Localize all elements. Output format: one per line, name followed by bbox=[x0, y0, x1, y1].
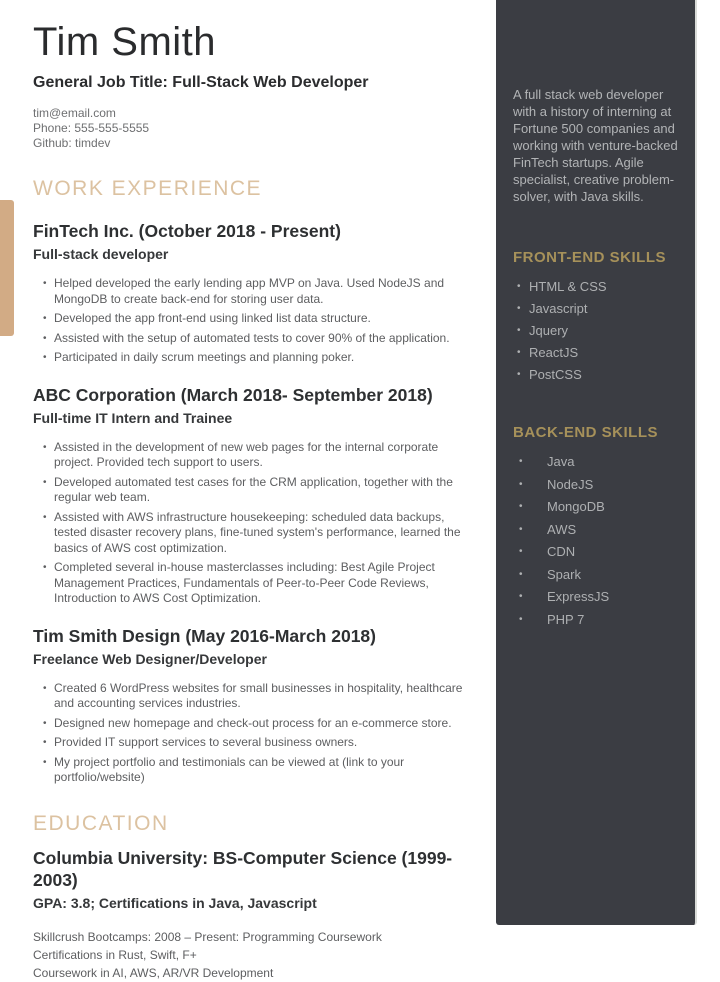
education-extra-line: Skillcrush Bootcamps: 2008 – Present: Programming Coursework bbox=[33, 929, 382, 944]
job-role: Full-time IT Intern and Trainee bbox=[33, 409, 233, 426]
education-extra-line: Coursework in AI, AWS, AR/VR Development bbox=[33, 965, 274, 980]
job-role: Freelance Web Designer/Developer bbox=[33, 650, 267, 667]
skill-item: • HTML & CSS bbox=[517, 280, 678, 293]
job-title: ABC Corporation (March 2018- September 2018) bbox=[33, 384, 433, 405]
bullet-item: • Helped developed the early lending app MVP on Java. Used NodeJS and MongoDB to create back-end for storing user data. bbox=[43, 276, 473, 307]
education-detail: GPA: 3.8; Certifications in Java, Javascript bbox=[33, 894, 317, 911]
skill-item: • Jquery bbox=[517, 324, 678, 337]
frontend-skills-list bbox=[513, 280, 678, 381]
job-bullet-list bbox=[33, 681, 473, 786]
education-heading: EDUCATION bbox=[33, 811, 169, 835]
job-bullet-list bbox=[33, 440, 473, 607]
skill-item: • ExpressJS bbox=[517, 590, 678, 603]
skill-item: • Java bbox=[517, 455, 678, 468]
job-role: Full-stack developer bbox=[33, 246, 169, 262]
contact-phone: Phone: 555-555-5555 bbox=[33, 121, 150, 135]
bullet-item: • Designed new homepage and check-out process for an e-commerce store. bbox=[43, 716, 473, 732]
contact-block bbox=[33, 106, 473, 151]
bullet-item: • Participated in daily scrum meetings and planning poker. bbox=[43, 350, 473, 366]
skill-item: • MongoDB bbox=[517, 500, 678, 513]
work-experience-heading: WORK EXPERIENCE bbox=[33, 177, 263, 200]
education-entry bbox=[33, 847, 473, 982]
summary-text: A full stack web developer with a history of interning at Fortune 500 companies and working with venture-backed FinTech startups. Agile specialist, creative problem-solver, with Java skills. bbox=[513, 87, 678, 204]
general-job-title: General Job Title: Full-Stack Web Developer bbox=[33, 74, 369, 91]
job-entry-timsmithdesign bbox=[33, 625, 473, 786]
job-entry-fintech bbox=[33, 220, 473, 366]
skill-item: • ReactJS bbox=[517, 346, 678, 359]
bullet-item: • Assisted with the setup of automated tests to cover 90% of the application. bbox=[43, 331, 473, 347]
education-school: Columbia University: BS-Computer Science (1999-2003) bbox=[33, 847, 453, 890]
skill-item: • AWS bbox=[517, 523, 678, 536]
skill-item: • PostCSS bbox=[517, 368, 678, 381]
person-name: Tim Smith bbox=[33, 20, 217, 64]
job-entry-abc bbox=[33, 384, 473, 607]
contact-github: Github: timdev bbox=[33, 136, 111, 150]
sidebar bbox=[496, 0, 697, 925]
contact-email: tim@email.com bbox=[33, 106, 116, 120]
job-title: Tim Smith Design (May 2016-March 2018) bbox=[33, 625, 376, 646]
job-bullet-list bbox=[33, 276, 473, 366]
bullet-item: • Assisted with AWS infrastructure housekeeping: scheduled data backups, tested disaster recovery plans, fine-tuned system's performance, learned the basics of AWS cost optimization. bbox=[43, 510, 473, 557]
bullet-item: • Developed the app front-end using linked list data structure. bbox=[43, 311, 473, 327]
education-extra-block bbox=[33, 928, 473, 982]
bullet-item: • Developed automated test cases for the CRM application, together with the regular web team. bbox=[43, 475, 473, 506]
bullet-item: • My project portfolio and testimonials can be viewed at (link to your portfolio/website) bbox=[43, 755, 473, 786]
bullet-item: • Assisted in the development of new web pages for the internal corporate project. Provided tech support to users. bbox=[43, 440, 473, 471]
skill-item: • NodeJS bbox=[517, 478, 678, 491]
skill-item: • Spark bbox=[517, 568, 678, 581]
skill-item: • PHP 7 bbox=[517, 613, 678, 626]
bullet-item: • Provided IT support services to several business owners. bbox=[43, 735, 473, 751]
skill-item: • Javascript bbox=[517, 302, 678, 315]
bullet-item: • Completed several in-house masterclasses including: Best Agile Project Management Practices, Fundamentals of Peer-to-Peer Code Reviews, Introduction to AWS Cost Optimization. bbox=[43, 560, 473, 607]
frontend-skills-heading: FRONT-END SKILLS bbox=[513, 249, 666, 266]
job-title: FinTech Inc. (October 2018 - Present) bbox=[33, 221, 341, 241]
education-extra-line: Certifications in Rust, Swift, F+ bbox=[33, 947, 197, 962]
skill-item: • CDN bbox=[517, 545, 678, 558]
bullet-item: • Created 6 WordPress websites for small businesses in hospitality, healthcare and accounting services industries. bbox=[43, 681, 473, 712]
backend-skills-list bbox=[513, 455, 678, 626]
main-column bbox=[33, 0, 473, 982]
backend-skills-heading: BACK-END SKILLS bbox=[513, 424, 658, 441]
left-accent-bar bbox=[0, 200, 14, 336]
